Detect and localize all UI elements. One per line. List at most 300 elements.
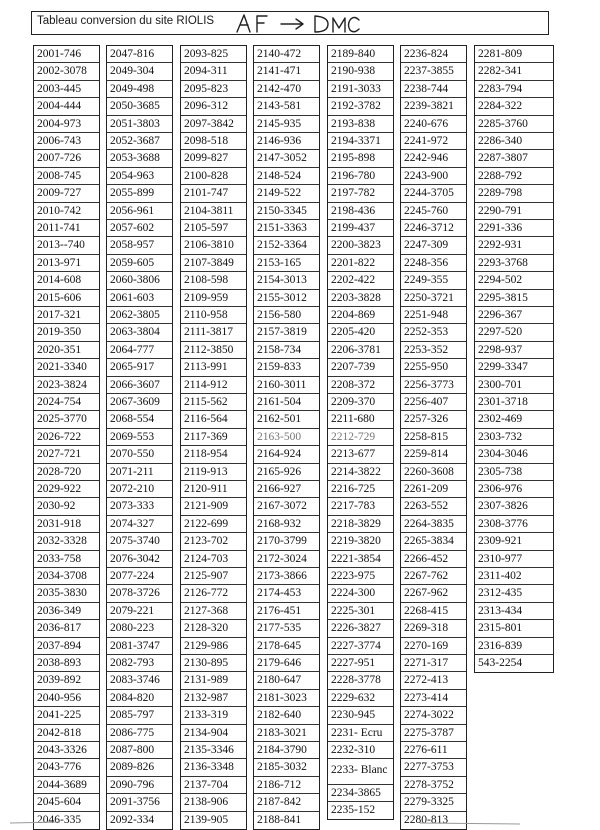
table-cell: 2188-841 (257, 813, 302, 826)
table-cell: 2082-793 (107, 655, 172, 672)
table-cell: 2090-796 (107, 777, 172, 794)
table-cell: 2233- Blanc (328, 759, 393, 784)
table-cell: 2003-445 (34, 81, 99, 98)
table-cell: 2006-743 (34, 133, 99, 150)
table-cell: 2246-3712 (401, 220, 466, 237)
table-cell: 2303-732 (475, 429, 553, 446)
table-cell: 2202-422 (328, 272, 393, 289)
table-cell: 2273-414 (401, 690, 466, 707)
table-cell: 2280-813 (404, 813, 449, 826)
table-cell: 2015-606 (34, 290, 99, 307)
table-cell: 2093-825 (181, 46, 246, 63)
table-cell: 2122-699 (181, 516, 246, 533)
table-cell: 2189-840 (328, 46, 393, 63)
table-cell: 2036-349 (34, 603, 99, 620)
table-cell: 2271-317 (401, 655, 466, 672)
table-cell: 2156-580 (254, 307, 319, 324)
table-cell: 2062-3805 (107, 307, 172, 324)
table-column-3 (180, 45, 247, 830)
table-cell: 2289-798 (475, 185, 553, 202)
table-cell: 2104-3811 (181, 203, 246, 220)
table-cell: 2260-3608 (401, 464, 466, 481)
table-cell: 2187-842 (254, 794, 319, 811)
table-cell: 2033-758 (34, 551, 99, 568)
table-cell: 2091-3756 (107, 794, 172, 811)
table-cell: 2248-356 (401, 255, 466, 272)
table-cell: 2145-935 (254, 116, 319, 133)
table-cell: 2024-754 (34, 394, 99, 411)
table-cell: 2230-945 (328, 707, 393, 724)
table-cell: 2143-581 (254, 98, 319, 115)
table-cell: 2068-554 (107, 411, 172, 428)
table-cell: 2051-3803 (107, 116, 172, 133)
table-cell: 2290-791 (475, 203, 553, 220)
table-cell: 2129-986 (181, 638, 246, 655)
table-cell: 2042-818 (34, 725, 99, 742)
table-cell: 2209-370 (328, 394, 393, 411)
table-cell: 2113-991 (181, 359, 246, 376)
table-cell: 2125-907 (181, 568, 246, 585)
table-cell: 2147-3052 (254, 150, 319, 167)
table-cell: 2203-3828 (328, 290, 393, 307)
table-cell: 2155-3012 (254, 290, 319, 307)
table-cell: 2268-415 (401, 603, 466, 620)
table-cell: 2194-3371 (328, 133, 393, 150)
table-cell: 2114-912 (181, 377, 246, 394)
table-cell: 2060-3806 (107, 272, 172, 289)
table-cell: 2241-972 (401, 133, 466, 150)
table-cell: 2285-3760 (475, 116, 553, 133)
table-cell: 2181-3023 (254, 690, 319, 707)
table-cell: 2176-451 (254, 603, 319, 620)
table-cell: 2277-3753 (401, 759, 466, 776)
table-cell: 2112-3850 (181, 342, 246, 359)
table-cell: 2166-927 (254, 481, 319, 498)
table-column-7 (474, 45, 554, 673)
table-cell: 2108-598 (181, 272, 246, 289)
table-cell: 2198-436 (328, 203, 393, 220)
table-cell: 2121-909 (181, 498, 246, 515)
table-cell: 2154-3013 (254, 272, 319, 289)
table-cell: 2172-3024 (254, 551, 319, 568)
table-cell: 2035-3830 (34, 585, 99, 602)
table-cell: 2140-472 (254, 46, 319, 63)
table-cell: 2284-322 (475, 98, 553, 115)
table-cell: 2111-3817 (181, 324, 246, 341)
table-cell: 2094-311 (181, 63, 246, 80)
table-cell: 2232-310 (328, 742, 393, 759)
table-cell: 2235-152 (331, 804, 376, 817)
table-cell: 2039-892 (34, 672, 99, 689)
table-cell: 2197-782 (328, 185, 393, 202)
table-cell: 2307-3826 (475, 498, 553, 515)
table-cell: 2217-783 (328, 498, 393, 515)
table-cell: 2067-3609 (107, 394, 172, 411)
table-cell: 2218-3829 (328, 516, 393, 533)
table-cell: 2221-3854 (328, 551, 393, 568)
table-cell: 2214-3822 (328, 464, 393, 481)
table-cell: 2004-973 (34, 116, 99, 133)
table-cell: 2272-413 (401, 672, 466, 689)
table-cell: 2054-963 (107, 168, 172, 185)
table-cell: 2109-959 (181, 290, 246, 307)
table-cell: 2178-645 (254, 638, 319, 655)
table-cell: 2293-3768 (475, 255, 553, 272)
table-cell: 2281-809 (475, 46, 553, 63)
table-cell: 2199-437 (328, 220, 393, 237)
table-cell: 2117-369 (181, 429, 246, 446)
table-cell: 2247-309 (401, 237, 466, 254)
table-cell: 2160-3011 (254, 377, 319, 394)
table-cell: 2315-801 (475, 620, 553, 637)
table-cell: 2158-734 (254, 342, 319, 359)
table-cell: 2267-962 (401, 585, 466, 602)
table-cell: 2110-958 (181, 307, 246, 324)
table-cell: 2312-435 (475, 585, 553, 602)
table-cell: 2159-833 (254, 359, 319, 376)
table-cell: 2099-827 (181, 150, 246, 167)
table-cell: 2045-604 (34, 794, 99, 811)
table-cell: 2237-3855 (401, 63, 466, 80)
table-cell: 2229-632 (328, 690, 393, 707)
table-cell: 2070-550 (107, 446, 172, 463)
table-cell: 2032-3328 (34, 533, 99, 550)
table-cell: 2098-518 (181, 133, 246, 150)
table-cell: 2251-948 (401, 307, 466, 324)
table-cell: 2204-869 (328, 307, 393, 324)
table-cell: 2036-817 (34, 620, 99, 637)
table-cell: 2205-420 (328, 324, 393, 341)
table-cell: 2027-721 (34, 446, 99, 463)
table-cell: 2256-407 (401, 394, 466, 411)
table-cell: 2162-501 (254, 411, 319, 428)
table-cell: 2305-738 (475, 464, 553, 481)
table-cell: 2135-3346 (181, 742, 246, 759)
table-cell: 2116-564 (181, 411, 246, 428)
table-column-2 (106, 45, 173, 830)
table-cell: 2120-911 (181, 481, 246, 498)
table-cell: 2079-221 (107, 603, 172, 620)
table-cell: 2238-744 (401, 81, 466, 98)
table-cell: 2002-3078 (34, 63, 99, 80)
table-cell: 2190-938 (328, 63, 393, 80)
table-cell: 2269-318 (401, 620, 466, 637)
table-cell: 2151-3363 (254, 220, 319, 237)
table-cell: 2167-3072 (254, 498, 319, 515)
table-cell: 2087-800 (107, 742, 172, 759)
table-cell: 2132-987 (181, 690, 246, 707)
table-cell: 2077-224 (107, 568, 172, 585)
table-cell: 2073-333 (107, 498, 172, 515)
table-cell: 2007-726 (34, 150, 99, 167)
table-cell: 2064-777 (107, 342, 172, 359)
table-cell: 2058-957 (107, 237, 172, 254)
table-cell: 2226-3827 (328, 620, 393, 637)
table-cell: 2278-3752 (401, 777, 466, 794)
table-cell: 2017-321 (34, 307, 99, 324)
table-cell: 2219-3820 (328, 533, 393, 550)
table-cell: 2050-3685 (107, 98, 172, 115)
table-cell: 2107-3849 (181, 255, 246, 272)
table-cell: 2212-729 (328, 429, 393, 446)
table-cell: 2206-3781 (328, 342, 393, 359)
table-cell: 2174-453 (254, 585, 319, 602)
table-cell: 2245-760 (401, 203, 466, 220)
table-cell: 2021-3340 (34, 359, 99, 376)
table-cell: 2037-894 (34, 638, 99, 655)
table-cell: 2263-552 (401, 498, 466, 515)
table-cell: 2148-524 (254, 168, 319, 185)
table-cell: 2250-3721 (401, 290, 466, 307)
table-cell: 2059-605 (107, 255, 172, 272)
table-cell: 2008-745 (34, 168, 99, 185)
table-cell: 2228-3778 (328, 672, 393, 689)
table-cell: 543-2254 (478, 657, 523, 669)
table-cell: 2118-954 (181, 446, 246, 463)
table-cell: 2105-597 (181, 220, 246, 237)
table-cell: 2100-828 (181, 168, 246, 185)
table-cell: 2192-3782 (328, 98, 393, 115)
table-column-1 (33, 45, 100, 830)
table-cell: 2128-320 (181, 620, 246, 637)
table-cell: 2308-3776 (475, 516, 553, 533)
table-cell: 2020-351 (34, 342, 99, 359)
table-cell: 2096-312 (181, 98, 246, 115)
table-cell: 2043-776 (34, 759, 99, 776)
table-cell: 2001-746 (34, 46, 99, 63)
table-cell: 2244-3705 (401, 185, 466, 202)
table-cell: 2163-500 (254, 429, 319, 446)
table-cell: 2025-3770 (34, 411, 99, 428)
table-cell: 2053-3688 (107, 150, 172, 167)
table-cell: 2019-350 (34, 324, 99, 341)
table-cell: 2011-741 (34, 220, 99, 237)
table-cell: 2297-520 (475, 324, 553, 341)
table-cell: 2270-169 (401, 638, 466, 655)
table-cell: 2013--740 (34, 237, 99, 254)
table-cell: 2316-839 (475, 638, 553, 655)
table-cell: 2224-300 (328, 585, 393, 602)
table-cell: 2196-780 (328, 168, 393, 185)
table-cell: 2274-3022 (401, 707, 466, 724)
table-cell: 2299-3347 (475, 359, 553, 376)
table-cell: 2046-335 (37, 813, 82, 826)
table-cell: 2130-895 (181, 655, 246, 672)
table-cell: 2014-608 (34, 272, 99, 289)
table-cell: 2311-402 (475, 568, 553, 585)
table-cell: 2066-3607 (107, 377, 172, 394)
table-cell: 2234-3865 (328, 785, 393, 802)
table-cell: 2227-3774 (328, 638, 393, 655)
table-cell: 2282-341 (475, 63, 553, 80)
table-cell: 2061-603 (107, 290, 172, 307)
table-cell: 2182-640 (254, 707, 319, 724)
table-cell: 2150-3345 (254, 203, 319, 220)
table-cell: 2173-3866 (254, 568, 319, 585)
table-cell: 2183-3021 (254, 725, 319, 742)
table-cell: 2261-209 (401, 481, 466, 498)
table-cell: 2023-3824 (34, 377, 99, 394)
table-cell: 2201-822 (328, 255, 393, 272)
table-cell: 2227-951 (328, 655, 393, 672)
table-cell: 2231- Ecru (328, 725, 393, 742)
table-cell: 2101-747 (181, 185, 246, 202)
table-cell: 2216-725 (328, 481, 393, 498)
table-cell: 2043-3326 (34, 742, 99, 759)
table-cell: 2041-225 (34, 707, 99, 724)
table-cell: 2131-989 (181, 672, 246, 689)
table-cell: 2256-3773 (401, 377, 466, 394)
table-column-4 (253, 45, 320, 830)
table-cell: 2279-3325 (401, 794, 466, 811)
table-cell: 2028-720 (34, 464, 99, 481)
table-cell: 2240-676 (401, 116, 466, 133)
table-cell: 2097-3842 (181, 116, 246, 133)
table-cell: 2044-3689 (34, 777, 99, 794)
table-cell: 2157-3819 (254, 324, 319, 341)
table-cell: 2170-3799 (254, 533, 319, 550)
table-cell: 2168-932 (254, 516, 319, 533)
table-cell: 2034-3708 (34, 568, 99, 585)
table-cell: 2309-921 (475, 533, 553, 550)
table-cell: 2137-704 (181, 777, 246, 794)
table-cell: 2301-3718 (475, 394, 553, 411)
table-cell: 2294-502 (475, 272, 553, 289)
table-cell: 2139-905 (184, 813, 229, 826)
table-cell: 2276-611 (401, 742, 466, 759)
table-cell: 2195-898 (328, 150, 393, 167)
table-cell: 2031-918 (34, 516, 99, 533)
table-cell: 2225-301 (328, 603, 393, 620)
table-cell: 2083-3746 (107, 672, 172, 689)
table-cell: 2119-913 (181, 464, 246, 481)
table-cell: 2186-712 (254, 777, 319, 794)
table-cell: 2258-815 (401, 429, 466, 446)
table-cell: 2292-931 (475, 237, 553, 254)
table-cell: 2213-677 (328, 446, 393, 463)
table-cell: 2038-893 (34, 655, 99, 672)
table-cell: 2127-368 (181, 603, 246, 620)
table-cell: 2004-444 (34, 98, 99, 115)
table-cell: 2134-904 (181, 725, 246, 742)
table-cell: 2200-3823 (328, 237, 393, 254)
table-cell: 2179-646 (254, 655, 319, 672)
table-cell: 2052-3687 (107, 133, 172, 150)
table-cell: 2286-340 (475, 133, 553, 150)
table-cell: 2288-792 (475, 168, 553, 185)
table-cell: 2142-470 (254, 81, 319, 98)
table-cell: 2180-647 (254, 672, 319, 689)
table-cell: 2223-975 (328, 568, 393, 585)
table-cell: 2080-223 (107, 620, 172, 637)
table-cell: 2295-3815 (475, 290, 553, 307)
table-cell: 2029-922 (34, 481, 99, 498)
table-cell: 2136-3348 (181, 759, 246, 776)
table-cell: 2207-739 (328, 359, 393, 376)
table-cell: 2300-701 (475, 377, 553, 394)
table-cell: 2259-814 (401, 446, 466, 463)
table-cell: 2074-327 (107, 516, 172, 533)
table-cell: 2026-722 (34, 429, 99, 446)
table-cell: 2310-977 (475, 551, 553, 568)
table-cell: 2072-210 (107, 481, 172, 498)
table-column-6 (400, 45, 467, 830)
table-cell: 2185-3032 (254, 759, 319, 776)
table-cell: 2081-3747 (107, 638, 172, 655)
table-cell: 2177-535 (254, 620, 319, 637)
table-cell: 2123-702 (181, 533, 246, 550)
table-cell: 2152-3364 (254, 237, 319, 254)
table-cell: 2243-900 (401, 168, 466, 185)
table-cell: 2071-211 (107, 464, 172, 481)
table-cell: 2275-3787 (401, 725, 466, 742)
table-cell: 2086-775 (107, 725, 172, 742)
table-cell: 2049-304 (107, 63, 172, 80)
table-cell: 2126-772 (181, 585, 246, 602)
table-cell: 2078-3726 (107, 585, 172, 602)
table-cell: 2298-937 (475, 342, 553, 359)
table-cell: 2075-3740 (107, 533, 172, 550)
document-title: Tableau conversion du site RIOLIS (37, 15, 215, 27)
handwritten-note-af-to-dmc (233, 12, 363, 34)
table-cell: 2146-936 (254, 133, 319, 150)
table-cell: 2069-553 (107, 429, 172, 446)
table-cell: 2165-926 (254, 464, 319, 481)
table-cell: 2040-956 (34, 690, 99, 707)
table-cell: 2242-946 (401, 150, 466, 167)
table-cell: 2009-727 (34, 185, 99, 202)
table-cell: 2304-3046 (475, 446, 553, 463)
table-cell: 2138-906 (181, 794, 246, 811)
table-cell: 2249-355 (401, 272, 466, 289)
table-cell: 2076-3042 (107, 551, 172, 568)
table-cell: 2208-372 (328, 377, 393, 394)
table-cell: 2265-3834 (401, 533, 466, 550)
table-cell: 2047-816 (107, 46, 172, 63)
table-cell: 2193-838 (328, 116, 393, 133)
table-cell: 2013-971 (34, 255, 99, 272)
table-cell: 2095-823 (181, 81, 246, 98)
table-cell: 2211-680 (328, 411, 393, 428)
table-cell: 2253-352 (401, 342, 466, 359)
table-cell: 2141-471 (254, 63, 319, 80)
table-cell: 2092-334 (110, 813, 155, 826)
table-cell: 2084-820 (107, 690, 172, 707)
table-cell: 2030-92 (34, 498, 99, 515)
table-cell: 2133-319 (181, 707, 246, 724)
table-cell: 2291-336 (475, 220, 553, 237)
table-cell: 2239-3821 (401, 98, 466, 115)
table-cell: 2065-917 (107, 359, 172, 376)
table-cell: 2089-826 (107, 759, 172, 776)
table-cell: 2149-522 (254, 185, 319, 202)
table-cell: 2296-367 (475, 307, 553, 324)
table-cell: 2191-3033 (328, 81, 393, 98)
table-cell: 2124-703 (181, 551, 246, 568)
table-cell: 2257-326 (401, 411, 466, 428)
table-cell: 2264-3835 (401, 516, 466, 533)
table-cell: 2302-469 (475, 411, 553, 428)
table-cell: 2049-498 (107, 81, 172, 98)
table-cell: 2255-950 (401, 359, 466, 376)
table-cell: 2153-165 (254, 255, 319, 272)
table-cell: 2055-899 (107, 185, 172, 202)
table-cell: 2306-976 (475, 481, 553, 498)
table-cell: 2236-824 (401, 46, 466, 63)
table-cell: 2106-3810 (181, 237, 246, 254)
table-cell: 2184-3790 (254, 742, 319, 759)
table-cell: 2057-602 (107, 220, 172, 237)
